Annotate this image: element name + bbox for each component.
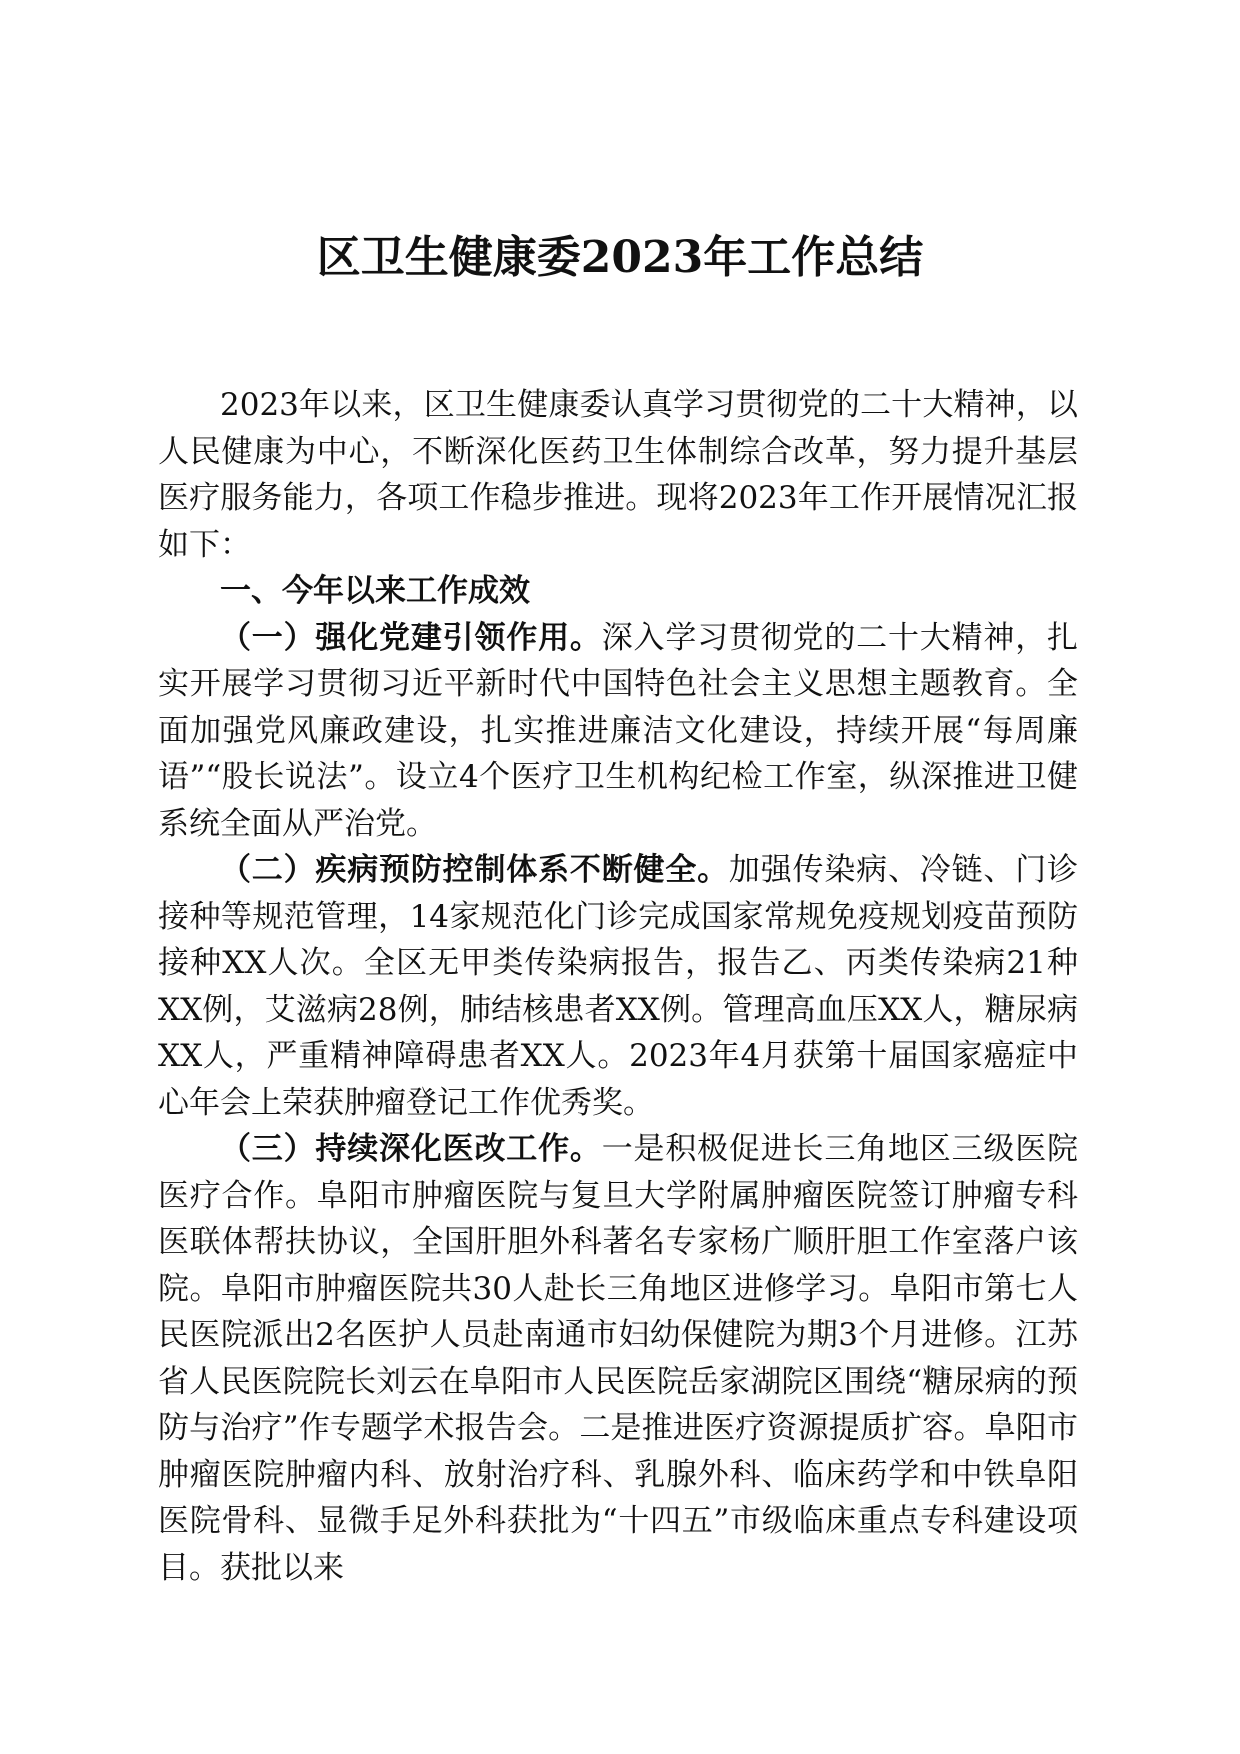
item-1-lead: （一）强化党建引领作用。 — [220, 619, 602, 656]
item-1-paragraph — [158, 615, 1078, 848]
item-3-paragraph — [158, 1126, 1078, 1591]
intro-paragraph: 2023年以来，区卫生健康委认真学习贯彻党的二十大精神，以人民健康为中心，不断深化医药卫生体制综合改革，努力提升基层医疗服务能力，各项工作稳步推进。现将2023年工作开展情况汇报如下： — [158, 387, 1078, 563]
item-2-text: 加强传染病、冷链、门诊接种等规范管理，14家规范化门诊完成国家常规免疫规划疫苗预防接种XX人次。全区无甲类传染病报告，报告乙、丙类传染病21种XX例，艾滋病28例，肺结核患者XX例。管理高血压XX人，糖尿病XX人，严重精神障碍患者XX人。2023年4月获第十届国家癌症中心年会上荣获肿瘤登记工作优秀奖。 — [158, 852, 1078, 1121]
section-heading: 一、今年以来工作成效 — [220, 573, 530, 609]
document-body — [158, 382, 1078, 1591]
document-title: 区卫生健康委2023年工作总结 — [316, 232, 924, 283]
item-3-text: 一是积极促进长三角地区三级医院医疗合作。阜阳市肿瘤医院与复旦大学附属肿瘤医院签订肿瘤专科医联体帮扶协议，全国肝胆外科著名专家杨广顺肝胆工作室落户该院。阜阳市肿瘤医院共30人赴长三角地区进修学习。阜阳市第七人民医院派出2名医护人员赴南通市妇幼保健院为期3个月进修。江苏省人民医院院长刘云在阜阳市人民医院岳家湖院区围绕“糖尿病的预防与治疗”作专题学术报告会。二是推进医疗资源提质扩容。阜阳市肿瘤医院肿瘤内科、放射治疗科、乳腺外科、临床药学和中铁阜阳医院骨科、显微手足外科获批为“十四五”市级临床重点专科建设项目。获批以来 — [158, 1131, 1079, 1586]
item-2-paragraph — [158, 847, 1078, 1126]
item-3-lead: （三）持续深化医改工作。 — [220, 1131, 602, 1167]
item-2-lead: （二）疾病预防控制体系不断健全。 — [220, 852, 729, 888]
item-1-text: 深入学习贯彻党的二十大精神，扎实开展学习贯彻习近平新时代中国特色社会主义思想主题教育。全面加强党风廉政建设，扎实推进廉洁文化建设，持续开展“每周廉语”“股长说法”。设立4个医疗卫生机构纪检工作室，纵深推进卫健系统全面从严治党。 — [158, 619, 1079, 842]
